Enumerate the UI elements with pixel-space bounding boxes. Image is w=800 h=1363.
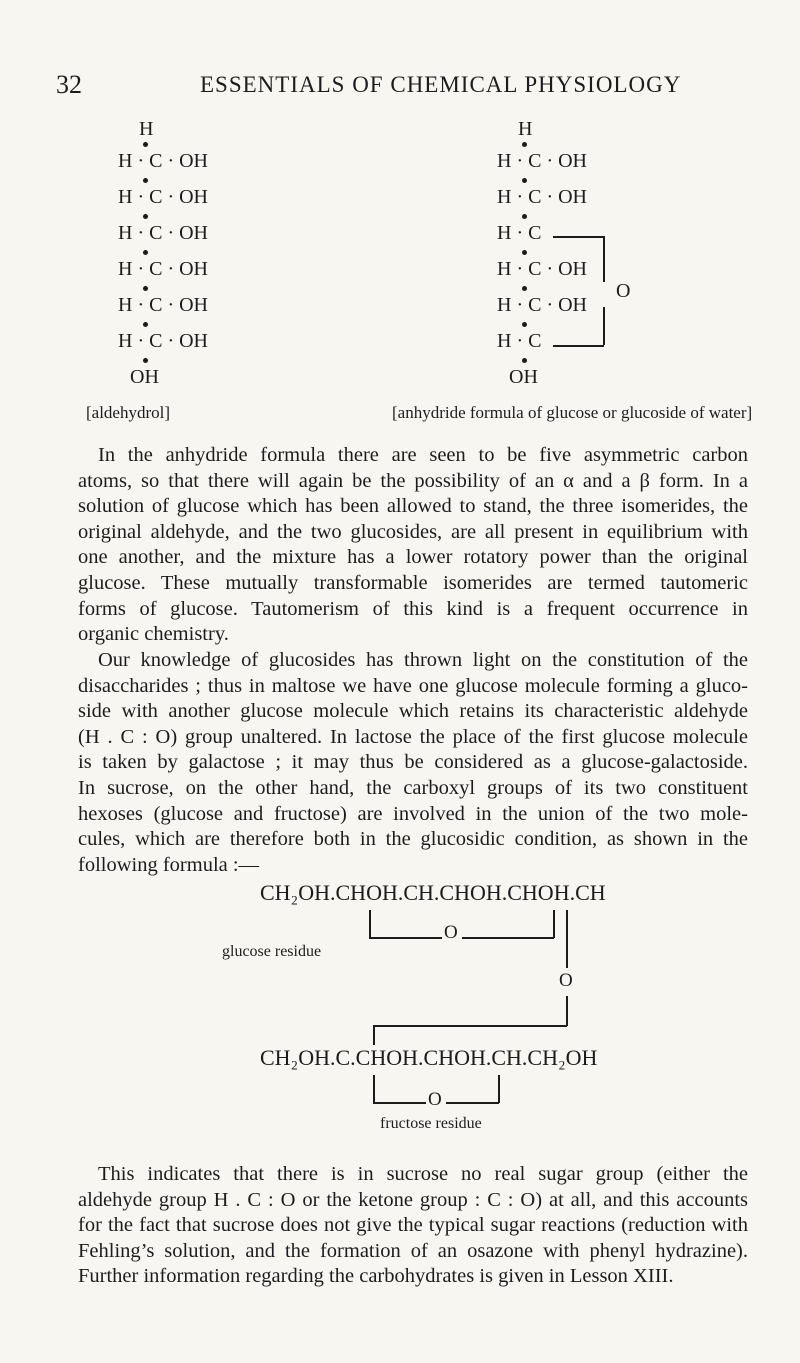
ring-line [462, 937, 554, 939]
text-line: solution of glucose which has been allowed to stand, the three isomerides, the [78, 495, 748, 518]
bond-dot [143, 358, 148, 363]
ring-line [553, 910, 555, 938]
glycosidic-link-line [373, 1025, 375, 1045]
page-number: 32 [56, 70, 82, 99]
glycosidic-oxygen: O [559, 970, 573, 991]
glycosidic-link-line [373, 1025, 567, 1027]
anhydride-ring-oxygen: O [616, 280, 631, 302]
bond-dot [143, 322, 148, 327]
bond-dot [522, 322, 527, 327]
text-line: original aldehyde, and the two glucosides, are all present in equilibrium with [78, 520, 748, 543]
ring-line [369, 910, 371, 938]
glycosidic-link-line [566, 910, 568, 968]
aldehydrol-caption: [aldehydrol] [86, 403, 171, 422]
bond-dot [143, 178, 148, 183]
ring-line [373, 1075, 375, 1103]
ring-line [553, 236, 603, 238]
fructose-residue-label: fructose residue [380, 1115, 482, 1132]
anhydride-row: H · C · OH [497, 258, 587, 280]
aldehydrol-row: H · C · OH [118, 186, 208, 208]
bond-dot [143, 250, 148, 255]
ring-line [603, 236, 605, 282]
ring-line [553, 345, 604, 347]
bond-dot [143, 142, 148, 147]
text-line: This indicates that there is in sucrose no real sugar group (either the [98, 1163, 748, 1185]
aldehydrol-row: H · C · OH [118, 150, 208, 172]
aldehydrol-row: H · C · OH [118, 294, 208, 316]
text-line: Our knowledge of glucosides has thrown light on the constitution of the [98, 649, 748, 671]
text-line: one another, and the mixture has a lower rotatory power than the original [78, 546, 748, 569]
bond-dot [522, 178, 527, 183]
glucose-residue-formula: CH₂OH.CHOH.CH.CHOH.CHOH.CH [260, 880, 606, 905]
aldehydrol-row: H · C · OH [118, 258, 208, 280]
bond-dot [143, 214, 148, 219]
glucose-residue-label: glucose residue [222, 943, 322, 960]
text-line: glucose. These mutually transformable isomerides are termed tautomeric [78, 571, 748, 594]
paragraph-disaccharides [78, 648, 748, 878]
text-line: following formula :— [78, 853, 260, 876]
text-line: aldehyde group H . C : O or the ketone group : C : O) at all, and this accounts [78, 1188, 748, 1211]
paragraph-anhydride [78, 443, 748, 648]
anhydride-top: H [518, 118, 533, 140]
running-title: ESSENTIALS OF CHEMICAL PHYSIOLOGY [200, 72, 682, 97]
bond-dot [522, 286, 527, 291]
glucose-ring-oxygen: O [444, 922, 458, 943]
paragraph-sucrose [78, 1162, 748, 1290]
text-line: Fehling’s solution, and the formation of an osazone with phenyl hydrazine). [78, 1239, 748, 1262]
text-line: hexoses (glucose and fructose) are involved in the union of the two mole- [78, 802, 748, 825]
text-line: In the anhydride formula there are seen to be five asymmetric carbon [98, 444, 748, 466]
fructose-residue-formula: CH₂OH.C.CHOH.CHOH.CH.CH₂OH [260, 1045, 598, 1070]
aldehydrol-row: H · C · OH [118, 222, 208, 244]
bond-dot [522, 250, 527, 255]
aldehydrol-top: H [139, 118, 154, 140]
text-line: forms of glucose. Tautomerism of this kind is a frequent occurrence in [78, 597, 748, 620]
bond-dot [143, 286, 148, 291]
anhydride-row: H · C · OH [497, 294, 587, 316]
ring-line [603, 307, 605, 345]
text-line: cules, which are therefore both in the glucosidic condition, as shown in the [78, 828, 748, 851]
text-line: atoms, so that there will again be the possibility of an α and a β form. In a [78, 469, 748, 492]
ring-line [373, 1102, 426, 1104]
text-line: disaccharides ; thus in maltose we have one glucose molecule forming a gluco- [78, 674, 748, 697]
text-line: organic chemistry. [78, 623, 229, 646]
text-line: is taken by galactose ; it may thus be considered as a glucose-galactoside. [78, 751, 748, 774]
anhydride-row: H · C [497, 330, 542, 352]
anhydride-row: H · C · OH [497, 186, 587, 208]
bond-dot [522, 358, 527, 363]
ring-line [446, 1102, 499, 1104]
anhydride-row: H · C [497, 222, 542, 244]
glycosidic-link-line [566, 996, 568, 1026]
fructose-ring-oxygen: O [428, 1089, 442, 1110]
text-line: Further information regarding the carbohydrates is given in Lesson XIII. [78, 1265, 674, 1288]
bond-dot [522, 142, 527, 147]
text-line: In sucrose, on the other hand, the carboxyl groups of its two constituent [78, 776, 748, 799]
anhydride-bottom: OH [509, 366, 538, 388]
text-line: (H . C : O) group unaltered. In lactose the place of the first glucose molecule [78, 725, 748, 748]
ring-line [498, 1075, 500, 1103]
anhydride-row: H · C · OH [497, 150, 587, 172]
text-line: side with another glucose molecule which retains its characteristic aldehyde [78, 700, 748, 723]
text-line: for the fact that sucrose does not give the typical sugar reactions (reduction with [78, 1214, 748, 1237]
anhydride-caption: [anhydride formula of glucose or glucoside of water] [392, 403, 753, 422]
aldehydrol-row: H · C · OH [118, 330, 208, 352]
ring-line [369, 937, 442, 939]
aldehydrol-bottom: OH [130, 366, 159, 388]
bond-dot [522, 214, 527, 219]
page-header [0, 70, 800, 100]
